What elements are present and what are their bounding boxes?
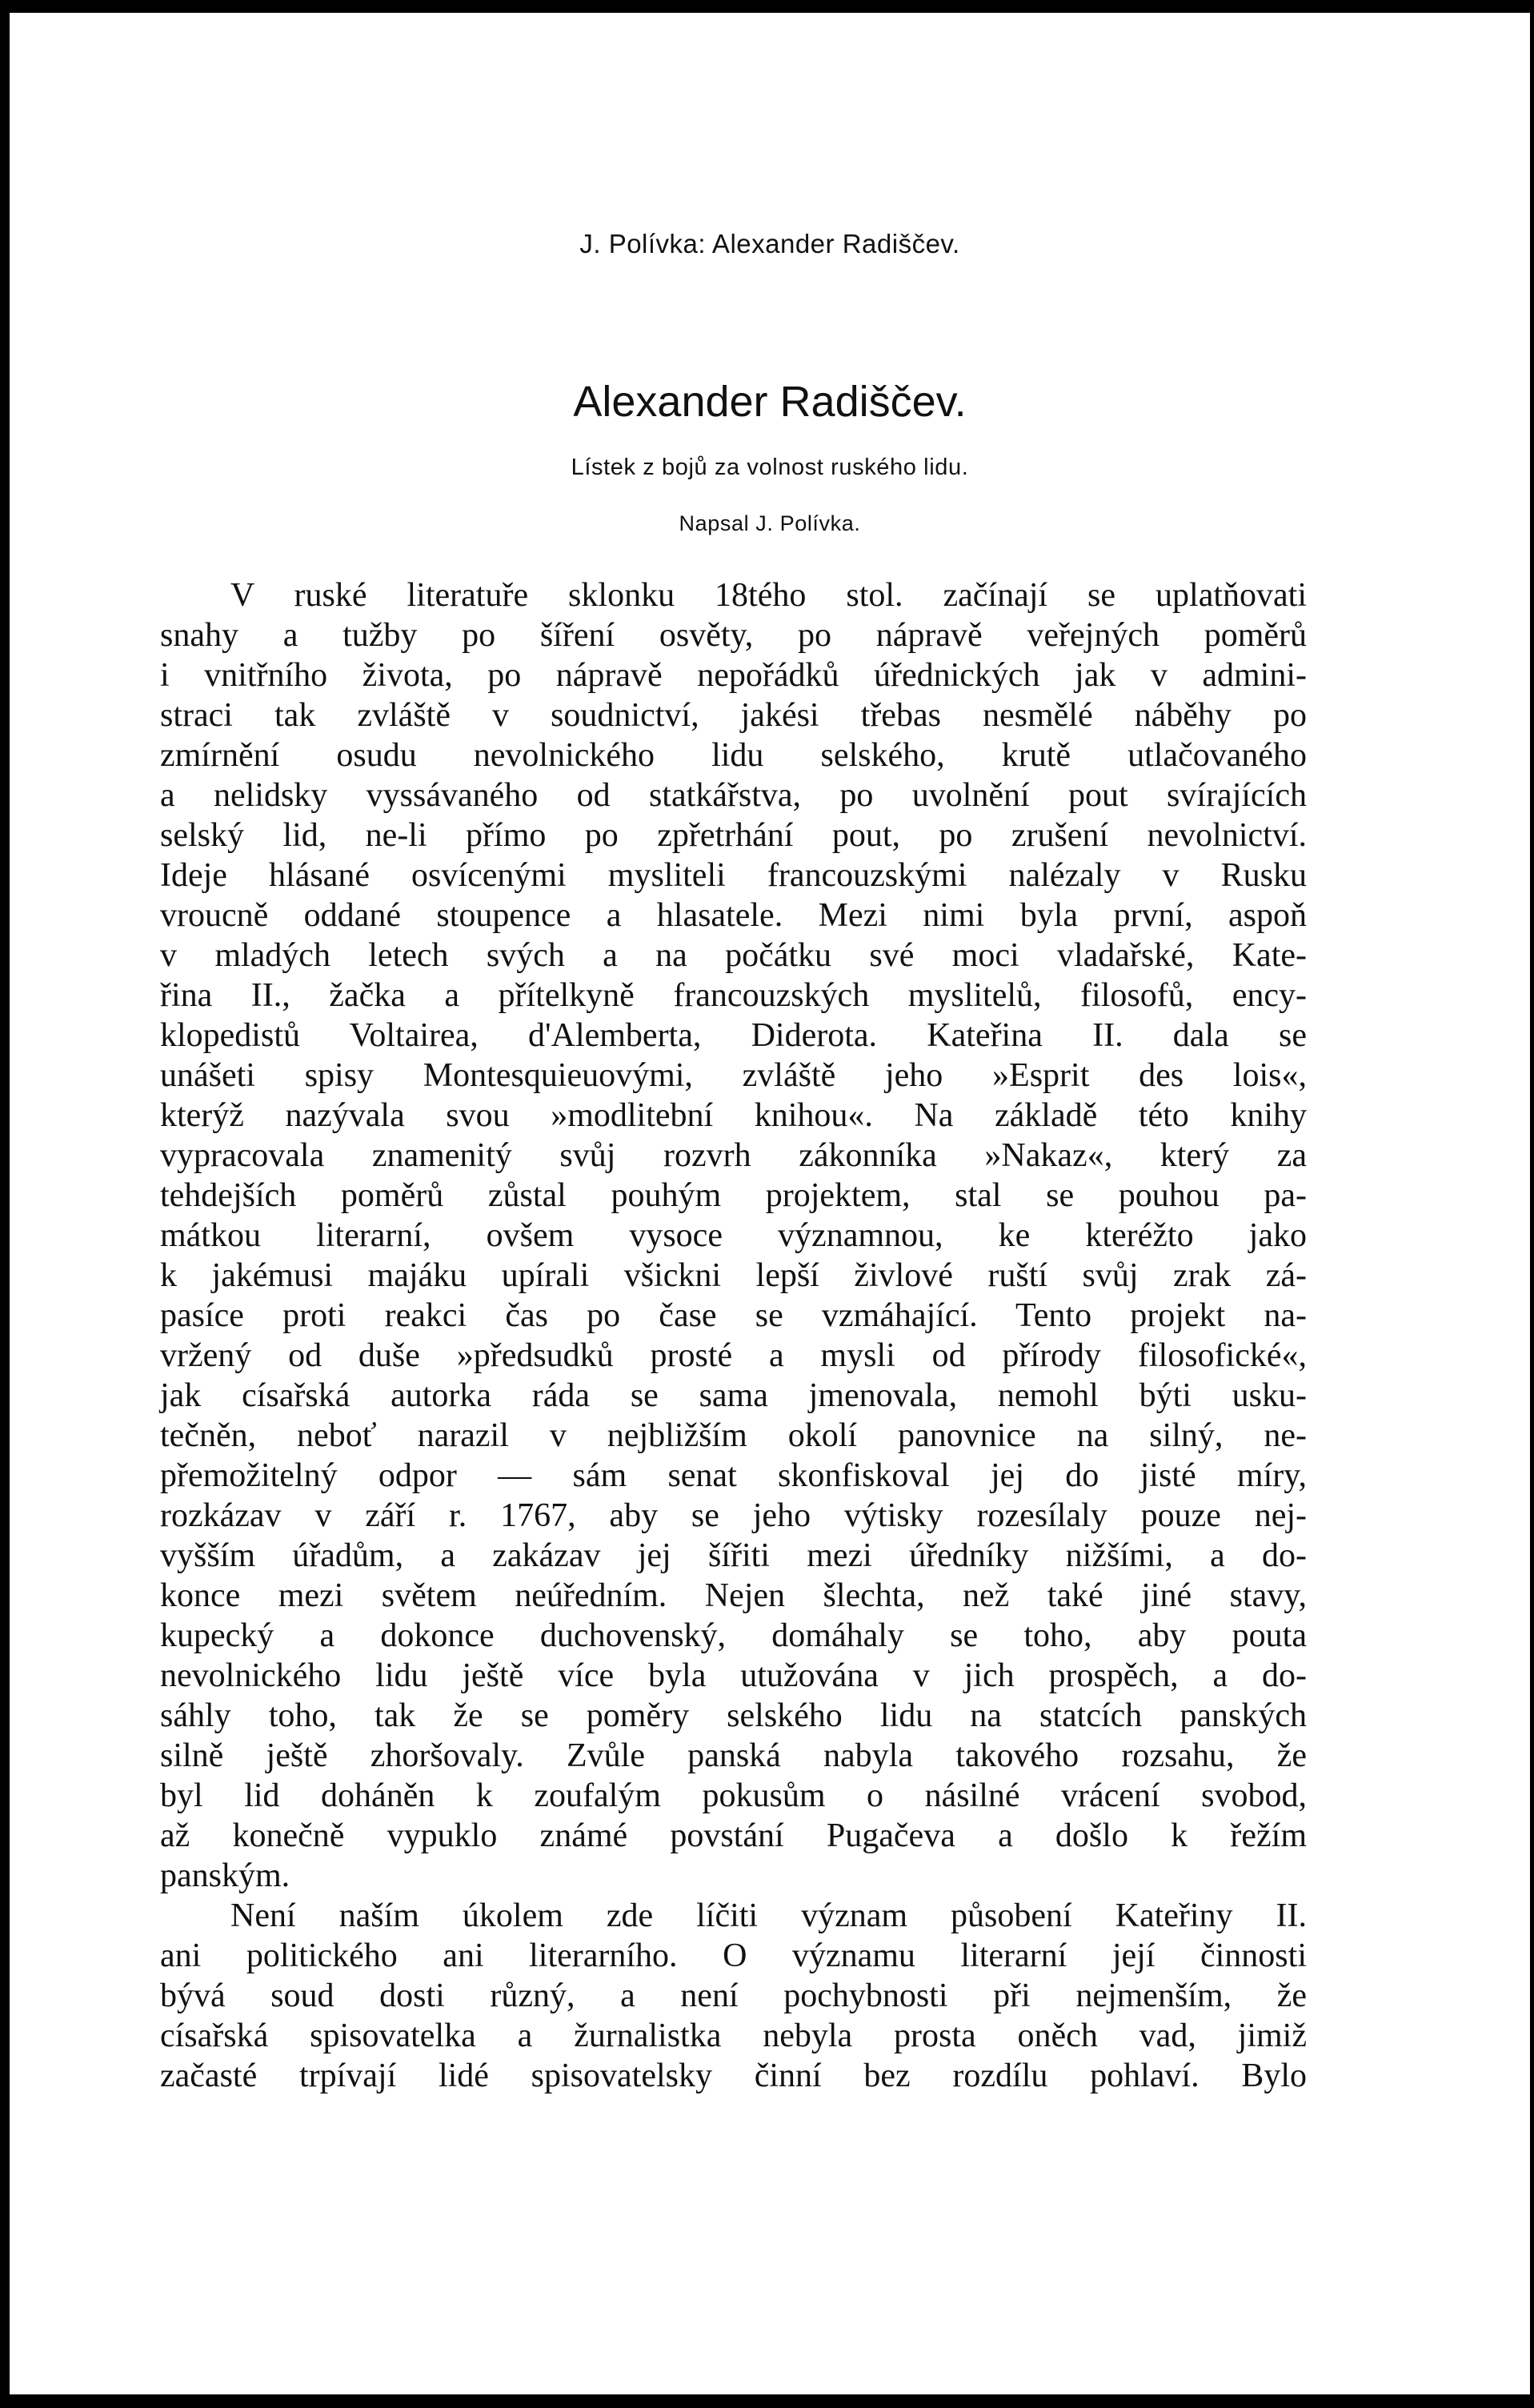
text-line: v mladých letech svých a na počátku své moci vladařské, Kate-	[160, 937, 1307, 974]
text-line: byl lid doháněn k zoufalým pokusům o násilné vrácení svobod,	[160, 1777, 1307, 1814]
text-line: V ruské literatuře sklonku 18tého stol. začínají se uplatňovati	[230, 577, 1307, 614]
text-line: k jakémusi majáku upírali všickni lepší živlové ruští svůj zrak zá-	[160, 1257, 1307, 1294]
article-subtitle: Lístek z bojů za volnost ruského lidu.	[571, 455, 969, 480]
text-line: jak císařská autorka ráda se sama jmenovala, nemohl býti usku-	[160, 1377, 1307, 1414]
text-line: zmírnění osudu nevolnického lidu selského, krutě utlačovaného	[160, 737, 1307, 774]
text-line: vyšším úřadům, a zakázav jej šířiti mezi úředníky nižšími, a do-	[160, 1537, 1307, 1574]
text-line: řina II., žačka a přítelkyně francouzských myslitelů, filosofů, ency-	[160, 977, 1307, 1014]
text-line: snahy a tužby po šíření osvěty, po nápravě veřejných poměrů	[160, 617, 1307, 654]
text-line: kterýž nazývala svou »modlitební knihou«. Na základě této knihy	[160, 1097, 1307, 1134]
text-line: ani politického ani literarního. O významu literarní její činnosti	[160, 1937, 1307, 1974]
paragraph-2	[160, 1896, 1307, 2096]
text-line: a nelidsky vyssávaného od statkářstva, po uvolnění pout svírajících	[160, 777, 1307, 814]
text-line: vržený od duše »předsudků prosté a mysli od přírody filosofické«,	[160, 1337, 1307, 1374]
text-line: císařská spisovatelka a žurnalistka nebyla prosta oněch vad, jimiž	[160, 2017, 1307, 2054]
byline: Napsal J. Polívka.	[679, 511, 861, 535]
book-page	[10, 13, 1530, 2394]
article-title: Alexander Radiščev.	[573, 378, 967, 426]
text-line: selský lid, ne-li přímo po zpřetrhání pout, po zrušení nevolnictví.	[160, 817, 1307, 854]
text-line: sáhly toho, tak že se poměry selského lidu na statcích panských	[160, 1697, 1307, 1734]
text-line: Není naším úkolem zde líčiti význam působení Kateřiny II.	[230, 1897, 1307, 1934]
text-line: přemožitelný odpor — sám senat skonfiskoval jej do jisté míry,	[160, 1457, 1307, 1494]
text-line: kupecký a dokonce duchovenský, domáhaly se toho, aby pouta	[160, 1617, 1307, 1654]
text-line: až konečně vypuklo známé povstání Pugačeva a došlo k řežím	[160, 1817, 1307, 1854]
text-line: vypracovala znamenitý svůj rozvrh zákonníka »Nakaz«, který za	[160, 1137, 1307, 1174]
text-line: i vnitřního života, po nápravě nepořádků úřednických jak v admini-	[160, 657, 1307, 694]
text-line: konce mezi světem neúředním. Nejen šlechta, než také jiné stavy,	[160, 1577, 1307, 1614]
text-line: mátkou literarní, ovšem vysoce významnou, ke kteréžto jako	[160, 1217, 1307, 1254]
text-line: klopedistů Voltairea, d'Alemberta, Diderota. Kateřina II. dala se	[160, 1017, 1307, 1054]
text-line: panským.	[160, 1857, 290, 1894]
paragraph-1	[160, 575, 1307, 1896]
text-line: silně ještě zhoršovaly. Zvůle panská nabyla takového rozsahu, že	[160, 1737, 1307, 1774]
text-line: Ideje hlásané osvícenými mysliteli francouzskými nalézaly v Rusku	[160, 857, 1307, 894]
text-line: začasté trpívají lidé spisovatelsky činní bez rozdílu pohlaví. Bylo	[160, 2057, 1307, 2094]
text-line: straci tak zvláště v soudnictví, jakési třebas nesmělé náběhy po	[160, 697, 1307, 734]
text-line: nevolnického lidu ještě více byla utužována v jich prospěch, a do-	[160, 1657, 1307, 1694]
text-line: tehdejších poměrů zůstal pouhým projektem, stal se pouhou pa-	[160, 1177, 1307, 1214]
text-line: pasíce proti reakci čas po čase se vzmáhající. Tento projekt na-	[160, 1297, 1307, 1334]
text-line: rozkázav v září r. 1767, aby se jeho výtisky rozesílaly pouze nej-	[160, 1497, 1307, 1534]
text-line: bývá soud dosti různý, a není pochybnosti při nejmenším, že	[160, 1977, 1307, 2014]
text-line: unášeti spisy Montesquieuovými, zvláště jeho »Esprit des lois«,	[160, 1057, 1307, 1094]
body-text	[160, 575, 1307, 2096]
running-head: J. Polívka: Alexander Radiščev.	[579, 229, 960, 258]
text-line: vroucně oddané stoupence a hlasatele. Mezi nimi byla první, aspoň	[160, 897, 1307, 934]
text-line: tečněn, neboť narazil v nejbližším okolí panovnice na silný, ne-	[160, 1417, 1307, 1454]
